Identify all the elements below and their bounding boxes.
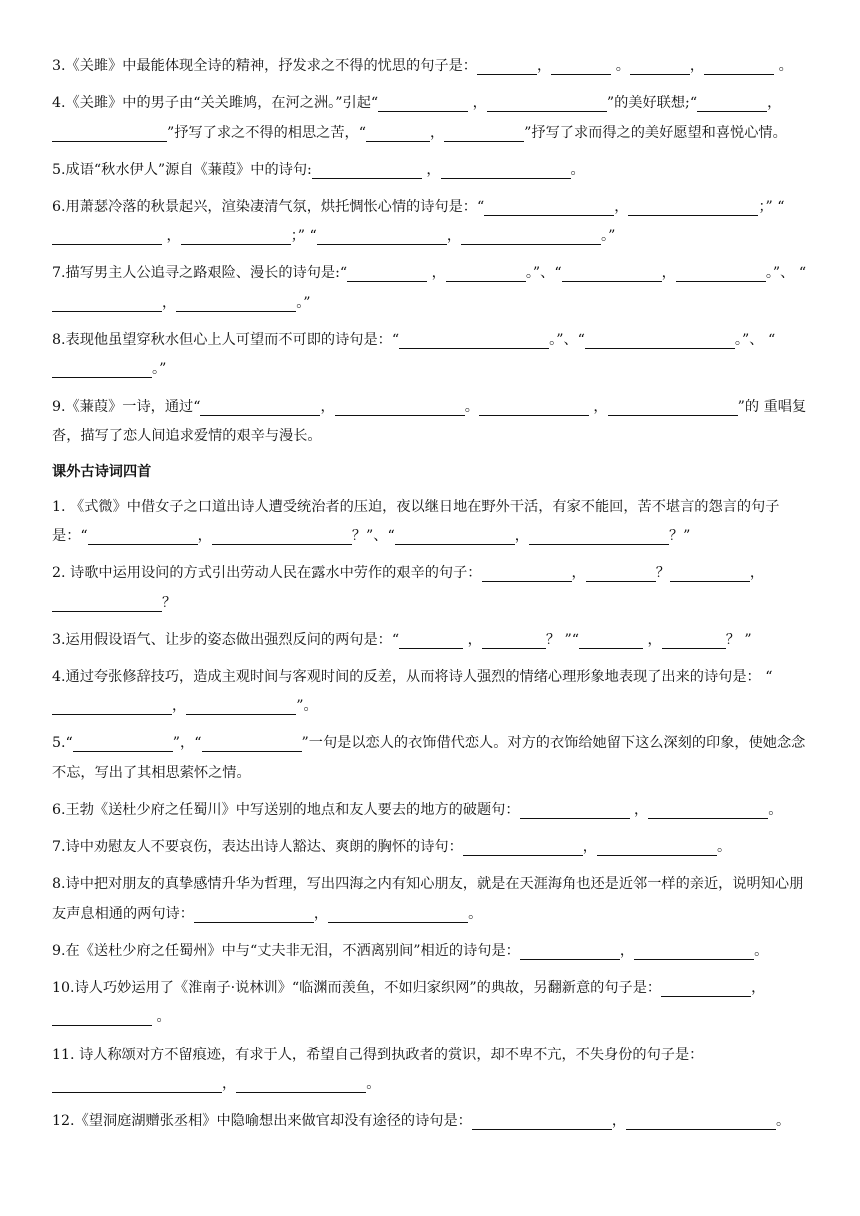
answer-blank[interactable] [335, 398, 465, 416]
question-6-jianjia: 6.用萧瑟冷落的秋景起兴，渲染凄清气氛，烘托惆怅心情的诗句是：“ ， ；” “ ， ；” “ ， 。” [52, 198, 785, 245]
question-b9-songdu: 9.在《送杜少府之任蜀州》中与“丈夫非无泪，不洒离别间”相近的诗句是： ， 。 [52, 942, 769, 959]
question-b6-songdu: 6.王勃《送杜少府之任蜀川》中写送别的地点和友人要去的地方的破题句： ， 。 [52, 802, 783, 819]
answer-blank[interactable] [212, 527, 352, 545]
answer-blank[interactable] [648, 801, 768, 819]
section-title: 课外古诗词四首 [52, 463, 152, 480]
question-b1-shiwei: 1. 《式微》中借女子之口道出诗人遭受统治者的压迫，夜以继日地在野外干活，有家不能回，苦不堪言的怨言的句子是：“ ， ？”、“ ， ？” [52, 498, 780, 545]
answer-blank[interactable] [181, 227, 291, 245]
answer-blank[interactable] [697, 94, 767, 112]
question-8-jianjia: 8.表现他虽望穿秋水但心上人可望而不可即的诗句是：“ 。”、“ 。”、 “。” [52, 331, 776, 378]
answer-blank[interactable] [317, 227, 447, 245]
answer-blank[interactable] [52, 124, 167, 142]
answer-blank[interactable] [479, 398, 589, 416]
answer-blank[interactable] [366, 124, 430, 142]
answer-blank[interactable] [487, 94, 607, 112]
answer-blank[interactable] [446, 264, 526, 282]
answer-blank[interactable] [634, 942, 754, 960]
question-3-guanju: 3.《关雎》中最能体现全诗的精神，抒发求之不得的忧思的句子是： ， 。 ， 。 [52, 58, 793, 74]
answer-blank[interactable] [628, 198, 758, 216]
answer-blank[interactable] [399, 331, 549, 349]
answer-blank[interactable] [704, 57, 774, 75]
answer-blank[interactable] [441, 161, 571, 179]
answer-blank[interactable] [236, 1075, 366, 1093]
answer-blank[interactable] [551, 57, 611, 75]
answer-blank[interactable] [662, 631, 726, 649]
answer-blank[interactable] [186, 697, 296, 715]
question-b12-dongting: 12.《望洞庭湖赠张丞相》中隐喻想出来做官却没有途径的诗句是： ， 。 [52, 1113, 791, 1130]
answer-blank[interactable] [484, 198, 614, 216]
answer-blank[interactable] [200, 398, 320, 416]
answer-blank[interactable] [52, 1008, 152, 1026]
answer-blank[interactable] [529, 527, 669, 545]
question-b7-songdu: 7.诗中劝慰友人不要哀伤，表达出诗人豁达、爽朗的胸怀的诗句： ， 。 [52, 839, 732, 856]
question-9-jianjia: 9.《蒹葭》一诗，通过“ ， 。 ， ”的 重唱复沓，描写了恋人间追求爱情的艰辛与漫长。 [52, 398, 807, 445]
answer-blank[interactable] [52, 1075, 222, 1093]
answer-blank[interactable] [586, 564, 656, 582]
answer-blank[interactable] [347, 264, 427, 282]
question-4-guanju: 4.《关雎》中的男子由“关关雎鸠，在河之洲。”引起“ ， ”的美好联想;“ ，”抒写了求之不得的相思之苦，“ ， ”抒写了求而得之的美好愿望和喜悦心情。 [52, 95, 787, 141]
answer-blank[interactable] [520, 942, 620, 960]
answer-blank[interactable] [562, 264, 662, 282]
answer-blank[interactable] [608, 398, 738, 416]
answer-blank[interactable] [626, 1112, 776, 1130]
question-5-jianjia: 5.成语“秋水伊人”源自《蒹葭》中的诗句: ， 。 [52, 161, 585, 178]
question-b11-dongting: 11. 诗人称颂对方不留痕迹，有求于人，希望自己得到执政者的赏识，却不卑不亢，不失身份的句子是： ， 。 [52, 1046, 704, 1092]
answer-blank[interactable] [520, 801, 630, 819]
question-b5-zijin: 5.“ ”，“ ”一句是以恋人的衣饰借代恋人。对方的衣饰给她留下这么深刻的印象，使她念念不忘，写出了其相思萦怀之情。 [52, 735, 806, 781]
question-b10-dongting: 10.诗人巧妙运用了《淮南子·说林训》“临渊而羡鱼，不如归家织网”的典故，另翻新意的句子是： ， 。 [52, 979, 766, 1026]
answer-blank[interactable] [52, 594, 162, 612]
answer-blank[interactable] [472, 1112, 612, 1130]
answer-blank[interactable] [579, 631, 643, 649]
answer-blank[interactable] [676, 264, 766, 282]
answer-blank[interactable] [52, 360, 152, 378]
question-b8-songdu: 8.诗中把对朋友的真挚感情升华为哲理，写出四海之内有知心朋友，就是在天涯海角也还是近邻一样的亲近，说明知心朋友声息相通的两句诗： ， 。 [52, 876, 804, 922]
answer-blank[interactable] [461, 227, 601, 245]
answer-blank[interactable] [661, 979, 751, 997]
answer-blank[interactable] [52, 227, 162, 245]
answer-blank[interactable] [585, 331, 735, 349]
answer-blank[interactable] [176, 294, 296, 312]
answer-blank[interactable] [444, 124, 524, 142]
question-b3-shiwei: 3.运用假设语气、让步的姿态做出强烈反问的两句是：“ ， ？ ”“ ， ？ ” [52, 631, 752, 648]
answer-blank[interactable] [670, 564, 750, 582]
answer-blank[interactable] [482, 631, 546, 649]
answer-blank[interactable] [378, 94, 468, 112]
question-b4-caige: 4.通过夸张修辞技巧，造成主观时间与客观时间的反差，从而将诗人强烈的情绪心理形象地表现了出来的诗句是： “， ”。 [52, 668, 773, 715]
answer-blank[interactable] [482, 564, 572, 582]
answer-blank[interactable] [73, 734, 173, 752]
answer-blank[interactable] [194, 905, 314, 923]
answer-blank[interactable] [328, 905, 468, 923]
answer-blank[interactable] [463, 838, 583, 856]
question-7-jianjia: 7.描写男主人公追寻之路艰险、漫长的诗句是:“ ， 。”、“ ， 。”、 “， 。” [52, 265, 807, 311]
answer-blank[interactable] [52, 294, 162, 312]
answer-blank[interactable] [630, 57, 690, 75]
answer-blank[interactable] [399, 631, 463, 649]
worksheet-page [52, 0, 812, 1137]
question-b2-shiwei: 2. 诗歌中运用设问的方式引出劳动人民在露水中劳作的艰辛的句子： ， ？ ，？ [52, 565, 765, 611]
answer-blank[interactable] [395, 527, 515, 545]
answer-blank[interactable] [88, 527, 198, 545]
answer-blank[interactable] [477, 57, 537, 75]
answer-blank[interactable] [312, 161, 422, 179]
answer-blank[interactable] [597, 838, 717, 856]
answer-blank[interactable] [202, 734, 302, 752]
answer-blank[interactable] [52, 697, 172, 715]
